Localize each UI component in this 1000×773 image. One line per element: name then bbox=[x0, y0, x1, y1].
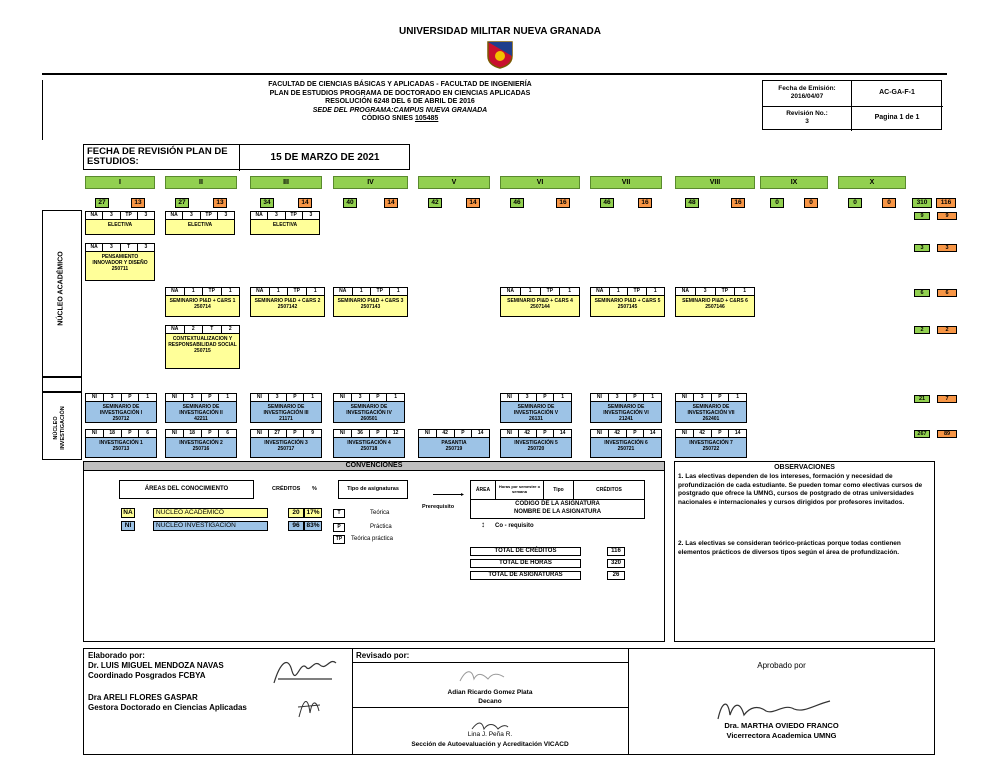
course-box[interactable]: NA 1 TP 1 SEMINARIO PI&D + C&RS 3 2507143 bbox=[333, 287, 408, 317]
course-box[interactable]: NA 1 TP 1 SEMINARIO PI&D + C&RS 5 2507145 bbox=[590, 287, 665, 317]
row-total-hours: 3 bbox=[914, 244, 930, 252]
course-box[interactable]: NA 3 TP 1 SEMINARIO PI&D + C&RS 6 2507146 bbox=[675, 287, 755, 317]
semester-credits: 13 bbox=[213, 198, 227, 208]
course-box[interactable]: NI 3 P 1 SEMINARIO DE INVESTIGACIÓN VI 21241 bbox=[590, 393, 662, 423]
row-total-credits: 9 bbox=[937, 212, 957, 220]
semester-8: VIII bbox=[675, 176, 755, 189]
course-box[interactable]: NI 3 P 1 SEMINARIO DE INVESTIGACIÓN IV 260501 bbox=[333, 393, 405, 423]
course-box[interactable]: NI 42 P 14 INVESTIGACIÓN 5 250720 bbox=[500, 429, 572, 458]
course-box[interactable]: NA 3 TP 3 ELECTIVA bbox=[250, 211, 320, 235]
total-hours: 310 bbox=[912, 198, 932, 208]
row-total-credits: 6 bbox=[937, 289, 957, 297]
row-total-hours: 9 bbox=[914, 212, 930, 220]
semester-credits: 16 bbox=[638, 198, 652, 208]
signature-oviedo bbox=[714, 697, 834, 723]
course-box[interactable]: NA 3 TP 3 ELECTIVA bbox=[85, 211, 155, 235]
course-box[interactable]: NI 36 P 12 INVESTIGACIÓN 4 250718 bbox=[333, 429, 405, 458]
course-box[interactable]: NI 3 P 1 SEMINARIO DE INVESTIGACIÓN II 42211 bbox=[165, 393, 237, 423]
semester-10: X bbox=[838, 176, 906, 189]
semester-hours: 46 bbox=[600, 198, 614, 208]
nucleo-investigacion-label: NÚCLEO INVESTIGACIÓN bbox=[53, 406, 66, 450]
semester-credits: 13 bbox=[131, 198, 145, 208]
revision-date: 15 DE MARZO DE 2021 bbox=[270, 152, 380, 163]
semester-9: IX bbox=[760, 176, 828, 189]
row-total-hours: 2 bbox=[914, 326, 930, 334]
signature-flores bbox=[294, 693, 324, 721]
header-block: FACULTAD DE CIENCIAS BÁSICAS Y APLICADAS - FACULTAD DE INGENIERÍA PLAN DE ESTUDIOS PROGRAMA DE DOCTORADO EN CIENCIAS APLICADAS RESOLUCIÓN 6248 DEL 6 DE ABRIL DE 2016 SEDE DEL PROGRAMA:CAMPUS NUEVA GRANADA CÓDIGO SNIES 105485 bbox=[268, 81, 532, 122]
semester-3: III bbox=[250, 176, 322, 189]
semester-credits: 0 bbox=[804, 198, 818, 208]
convenciones-panel: CONVENCIONES ÁREAS DEL CONOCIMIENTO CRÉDITOS % Tipo de asignaturas NA NUCLEO ACADEMICO 20 17% NI NUCLEO INVESTIGACION 96 83% T Teórica P Práctica TP Teórica práctica ▸ Prerequisito ÁREA Horas por semestre o semana Tipo CRÉDITOS CÓDIGO DE LA ASIGNATURA NOMBRE DE LA ASIGNATURA ↕ Co - requisito TOTAL DE CRÉDITOS 116 TOTAL DE HORAS 320 TOTAL DE ASIGNATURAS 26 bbox=[83, 461, 665, 642]
course-box[interactable]: NI 3 P 1 SEMINARIO DE INVESTIGACIÓN III 21171 bbox=[250, 393, 322, 423]
revision-box bbox=[83, 144, 410, 170]
course-box[interactable]: NI 3 P 1 SEMINARIO DE INVESTIGACIÓN V 26131 bbox=[500, 393, 572, 423]
semester-1: I bbox=[85, 176, 155, 189]
semester-hours: 40 bbox=[343, 198, 357, 208]
semester-credits: 14 bbox=[466, 198, 480, 208]
arrow-right-icon: ▸ bbox=[461, 492, 465, 498]
semester-hours: 27 bbox=[175, 198, 189, 208]
observaciones-panel: OBSERVACIONES 1. Las electivas dependen de los intereses, formación y necesidad de profundización de cada estudiante. Se pueden tomar como electivas cursos de postgrado que ofrece la UMNG, cursos de postgrado de otras universidades nacionales e internacionales y cursos dirigidos por profesores invitados. 2. Las electivas se consideran teórico-prácticas porque todas contienen elementos prácticos de diversos tipos según el área de profundización. bbox=[674, 461, 935, 642]
legend-course-box: ÁREA Horas por semestre o semana Tipo CRÉDITOS CÓDIGO DE LA ASIGNATURA NOMBRE DE LA ASIGNATURA bbox=[470, 480, 645, 519]
semester-hours: 27 bbox=[95, 198, 109, 208]
row-total-credits: 7 bbox=[937, 395, 957, 403]
updown-arrow-icon: ↕ bbox=[481, 520, 485, 529]
semester-hours: 46 bbox=[510, 198, 524, 208]
course-box[interactable]: NI 27 P 9 INVESTIGACIÓN 3 250717 bbox=[250, 429, 322, 458]
university-title: UNIVERSIDAD MILITAR NUEVA GRANADA bbox=[398, 26, 602, 37]
semester-hours: 0 bbox=[848, 198, 862, 208]
semester-hours: 34 bbox=[260, 198, 274, 208]
signatures-panel: Elaborado por: Dr. LUIS MIGUEL MENDOZA NAVAS Coordinado Posgrados FCBYA Dra ARELI FLORES GASPAR Gestora Doctorado en Ciencias Aplicadas Revisado por: Adian Ricardo Gomez Plata Decano Lina J. Peña R. Sección de Autoevaluación y Acreditación VICACD Aprobado por Dra. MARTHA OVIEDO FRANCO Vicerrectora Academica UMNG bbox=[83, 648, 935, 755]
course-box[interactable]: NI 42 P 14 PASANTIA 250719 bbox=[418, 429, 490, 458]
semester-credits: 0 bbox=[882, 198, 896, 208]
semester-hours: 0 bbox=[770, 198, 784, 208]
row-total-hours: 21 bbox=[914, 395, 930, 403]
document-info-box: Fecha de Emisión: 2016/04/07 AC-GA-F-1 Revisión No.: 3 Pagina 1 de 1 bbox=[762, 80, 942, 130]
course-box[interactable]: NA 1 TP 1 SEMINARIO PI&D + C&RS 4 2507144 bbox=[500, 287, 580, 317]
semester-credits: 14 bbox=[298, 198, 312, 208]
semester-credits: 14 bbox=[384, 198, 398, 208]
signature-mendoza bbox=[270, 653, 342, 691]
semester-7: VII bbox=[590, 176, 662, 189]
course-box[interactable]: NI 18 P 6 INVESTIGACIÓN 1 250713 bbox=[85, 429, 157, 458]
course-box[interactable]: NA 1 TP 1 SEMINARIO PI&D + C&RS 1 250714 bbox=[165, 287, 240, 317]
course-box[interactable]: NI 18 P 6 INVESTIGACIÓN 2 250716 bbox=[165, 429, 237, 458]
course-box[interactable]: NA 2 T 2 CONTEXTUALIZACION Y RESPONSABILIDAD SOCIAL 250715 bbox=[165, 325, 240, 369]
revision-label: FECHA DE REVISIÓN PLAN DE ESTUDIOS: bbox=[87, 146, 228, 167]
semester-hours: 48 bbox=[685, 198, 699, 208]
semester-4: IV bbox=[333, 176, 408, 189]
course-box[interactable]: NA 3 TP 3 ELECTIVA bbox=[165, 211, 235, 235]
course-box[interactable]: NI 42 P 14 INVESTIGACIÓN 6 250721 bbox=[590, 429, 662, 458]
course-box[interactable]: NI 3 P 1 SEMINARIO DE INVESTIGACIÓN I 250712 bbox=[85, 393, 157, 423]
row-total-credits: 3 bbox=[937, 244, 957, 252]
semester-6: VI bbox=[500, 176, 580, 189]
total-credits: 116 bbox=[936, 198, 956, 208]
university-crest-icon bbox=[485, 39, 515, 69]
semester-5: V bbox=[418, 176, 490, 189]
row-total-hours: 267 bbox=[914, 430, 930, 438]
row-total-hours: 6 bbox=[914, 289, 930, 297]
signature-gomez bbox=[454, 665, 514, 687]
row-total-credits: 89 bbox=[937, 430, 957, 438]
course-box[interactable]: NI 3 P 1 SEMINARIO DE INVESTIGACIÓN VII 262401 bbox=[675, 393, 747, 423]
course-box[interactable]: NA 3 T 3 PENSAMIENTO INNOVADOR Y DISEÑO 250711 bbox=[85, 243, 155, 281]
nucleo-academico-label: NÚCLEO ACADÉMICO bbox=[57, 251, 65, 326]
course-box[interactable]: NA 1 TP 1 SEMINARIO PI&D + C&RS 2 2507142 bbox=[250, 287, 325, 317]
semester-hours: 42 bbox=[428, 198, 442, 208]
row-total-credits: 2 bbox=[937, 326, 957, 334]
semester-credits: 16 bbox=[556, 198, 570, 208]
semester-credits: 16 bbox=[731, 198, 745, 208]
course-box[interactable]: NI 42 P 14 INVESTIGACIÓN 7 250722 bbox=[675, 429, 747, 458]
semester-2: II bbox=[165, 176, 237, 189]
